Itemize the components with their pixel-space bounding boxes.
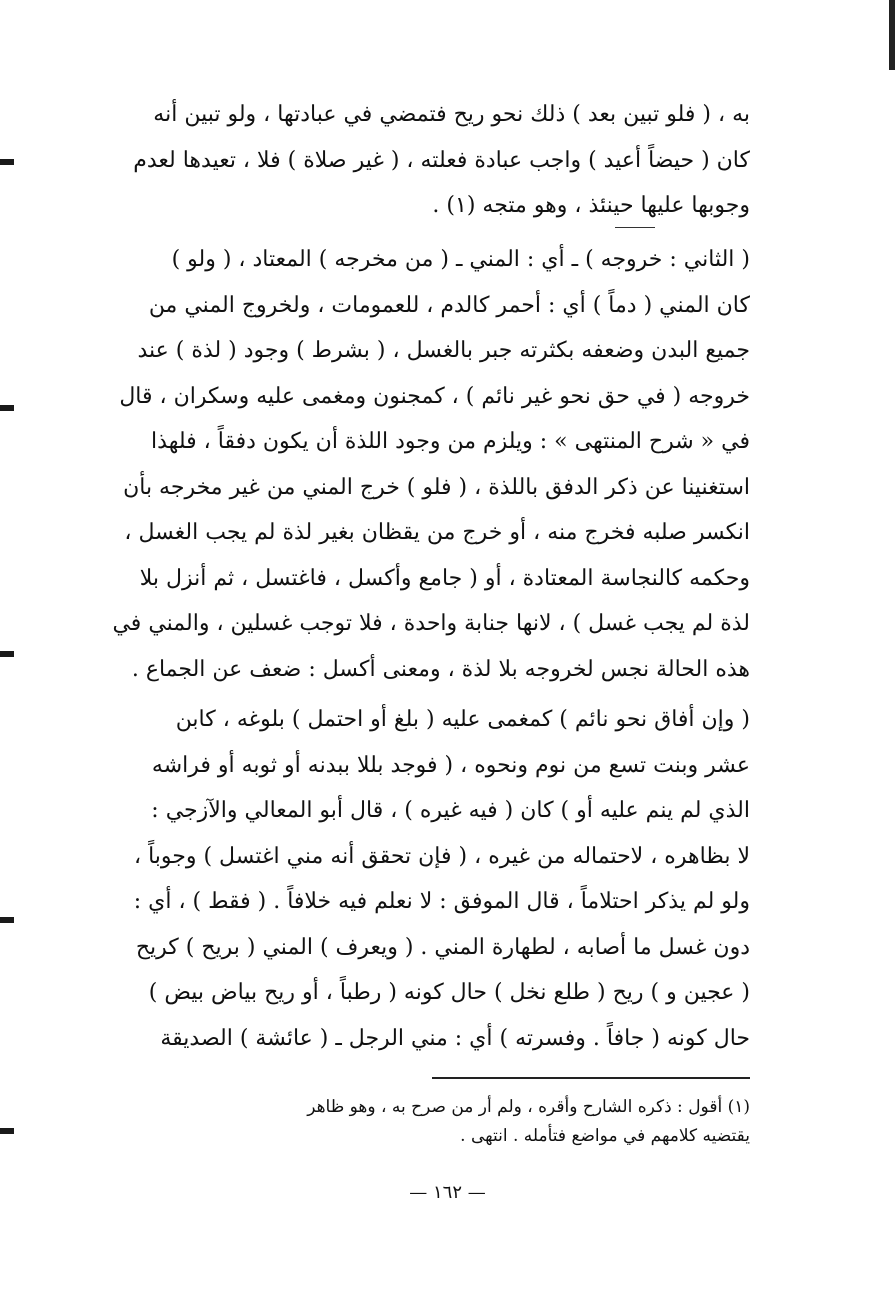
text-line: خروجه ( في حق نحو غير نائم ) ، كمجنون ومغمى عليه وسكران ، قال [119,383,750,409]
text-line: الذي لم ينم عليه أو ) كان ( فيه غيره ) ، قال أبو المعالي والآزجي : [151,798,750,823]
text-line: وجوبها عليها حينئذ ، وهو متجه (١) . [432,193,750,218]
text-line: ولو لم يذكر احتلاماً ، قال الموفق : لا نعلم فيه خلافاً . ( فقط ) ، أي : [133,889,750,914]
text-line: كان ( حيضاً أعيد ) واجب عبادة فعلته ، ( غير صلاة ) فلا ، تعيدها لعدم [133,147,750,173]
scan-edge-mark [0,651,14,657]
scan-edge-mark [0,917,14,923]
footnote-line: (١) أقول : ذكره الشارح وأقره ، ولم أر من صرح به ، وهو ظاهر [307,1097,750,1117]
scan-edge-mark [889,0,895,70]
text-line: ( عجين و ) ريح ( طلع نخل ) حال كونه ( رطباً ، أو ريح بياض بيض ) [148,980,750,1005]
text-line: لا بظاهره ، لاحتماله من غيره ، ( فإن تحقق أنه مني اغتسل ) وجوباً ، [133,843,750,869]
text-line: انكسر صلبه فخرج منه ، أو خرج من يقظان بغير لذة لم يجب الغسل ، [124,520,750,545]
footnote-line: يقتضيه كلامهم في مواضع فتأمله . انتهى . [460,1126,750,1146]
text-line: به ، ( فلو تبين بعد ) ذلك نحو ريح فتمضي في عبادتها ، ولو تبين أنه [153,102,750,127]
text-line: دون غسل ما أصابه ، لطهارة المني . ( ويعرف ) المني ( بريح ) كريح [135,934,750,960]
text-line: عشر وبنت تسع من نوم ونحوه ، ( فوجد بللا ببدنه أو ثوبه أو فراشه [151,752,750,778]
page-number: — ١٦٢ — [409,1182,486,1203]
text-line: لذة لم يجب غسل ) ، لانها جنابة واحدة ، فلا توجب غسلين ، والمني في [112,611,750,636]
footnote-separator [432,1077,750,1079]
text-line: كان المني ( دماً ) أي : أحمر كالدم ، للعمومات ، ولخروج المني من [148,292,750,318]
footnote [100,1093,750,1151]
paragraph-1 [88,92,750,229]
paragraph-3 [88,697,750,1061]
text-line: حال كونه ( جافاً . وفسرته ) أي : مني الرجل ـ ( عائشة ) الصديقة [160,1025,750,1051]
text-line: ( وإن أفاق نحو نائم ) كمغمى عليه ( بلغ أو احتمل ) بلوغه ، كابن [175,707,750,732]
text-line: ( الثاني : خروجه ) ـ أي : المني ـ ( من مخرجه ) المعتاد ، ( ولو ) [171,247,750,272]
paragraph-2 [88,237,750,692]
scan-edge-mark [0,405,14,411]
scan-edge-mark [0,1128,14,1134]
text-line: وحكمه كالنجاسة المعتادة ، أو ( جامع وأكسل ، فاغتسل ، ثم أنزل بلا [139,565,750,591]
text-line: استغنينا عن ذكر الدفق باللذة ، ( فلو ) خرج المني من غير مخرجه بأن [123,474,750,500]
text-line: هذه الحالة نجس لخروجه بلا لذة ، ومعنى أكسل : ضعف عن الجماع . [131,656,750,682]
scan-edge-mark [0,159,14,165]
text-line: في « شرح المنتهى » : ويلزم من وجود اللذة أن يكون دفقاً ، فلهذا [151,429,750,454]
text-line: جميع البدن وضعفه بكثرته جبر بالغسل ، ( بشرط ) وجود ( لذة ) عند [137,338,750,363]
